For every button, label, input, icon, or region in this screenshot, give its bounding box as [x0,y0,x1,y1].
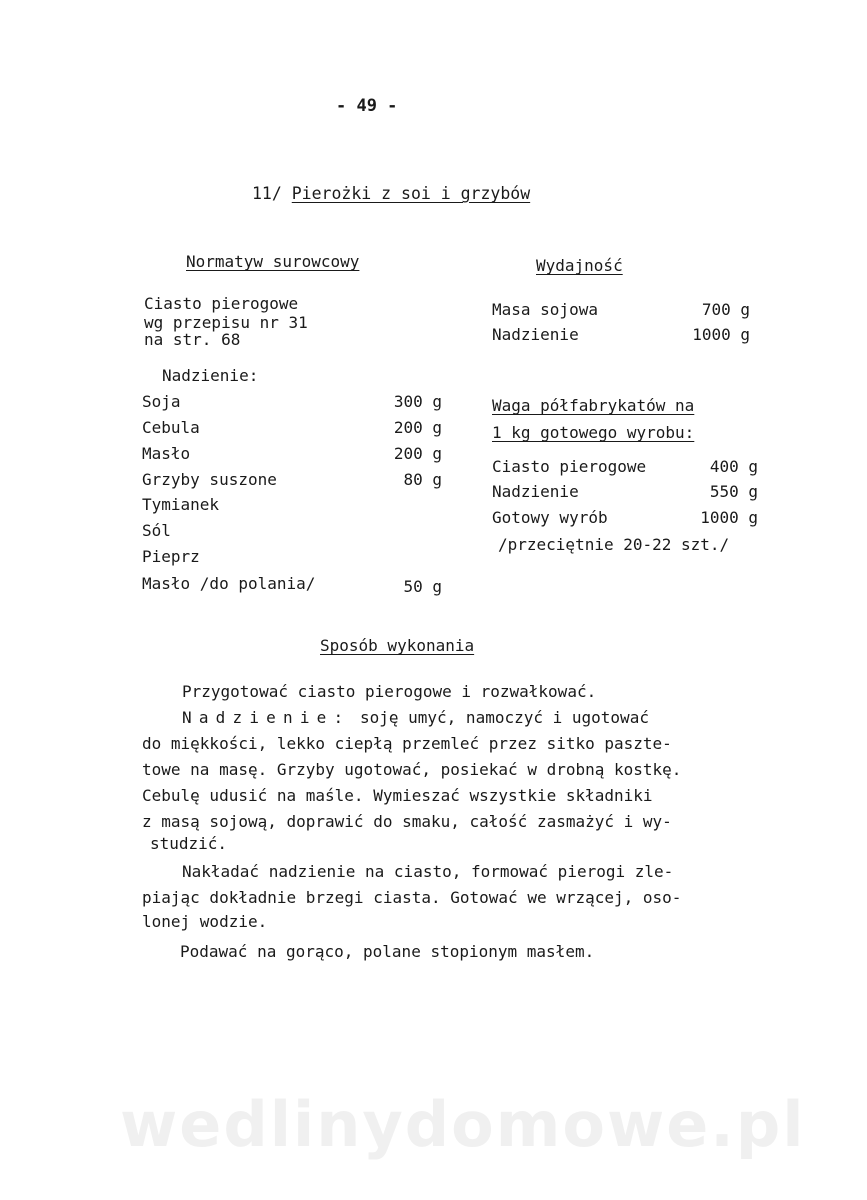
yield-qty: 700 g [701,300,750,319]
ingredient-row [142,444,442,463]
yield-header: Wydajność [536,256,623,275]
method-line: towe na masę. Grzyby ugotować, posiekać w drobną kostkę. [142,760,682,779]
ingredient-name: Cebula [142,418,200,437]
ingredient-qty: 50 g [403,577,442,596]
method-line: piając dokładnie brzegi ciasta. Gotować we wrzącej, oso- [142,888,682,907]
weights-qty: 1000 g [700,508,758,527]
method-line: Przygotować ciasto pierogowe i rozwałkować. [182,682,597,701]
recipe-title-row [252,184,530,203]
method-line: lonej wodzie. [142,912,268,931]
method-filling-label: Nadzienie: [182,708,351,727]
weights-row [492,508,758,527]
weights-row [492,482,758,501]
method-line-with-label [182,708,649,727]
page-number: - 49 - [336,96,398,116]
ingredient-row [142,392,442,411]
ingredient-name: Pieprz [142,547,200,566]
ingredient-row [142,574,442,596]
yield-row [492,300,750,319]
dough-line: na str. 68 [144,330,241,349]
ingredient-qty: 80 g [403,470,442,489]
ingredient-row [142,470,442,489]
weights-qty: 400 g [709,457,758,476]
dough-line: wg przepisu nr 31 [144,313,308,332]
weights-name: Nadzienie [492,482,579,501]
method-line: Nakładać nadzienie na ciasto, formować pierogi zle- [182,862,674,881]
ingredient-row [142,521,442,540]
filling-label: Nadzienie: [162,366,259,385]
watermark: wedlinydomowe.pl [120,1088,806,1161]
raw-materials-header: Normatyw surowcowy [186,252,360,271]
weights-name: Ciasto pierogowe [492,457,647,476]
ingredient-name: Soja [142,392,181,411]
ingredient-row [142,495,442,514]
method-line: studzić. [150,834,228,853]
ingredient-qty: 200 g [393,444,442,463]
ingredient-name: Sól [142,521,171,540]
weights-row [492,457,758,476]
method-header: Sposób wykonania [320,636,475,655]
method-line: Cebulę udusić na maśle. Wymieszać wszystkie składniki [142,786,653,805]
recipe-title: Pierożki z soi i grzybów [291,184,531,203]
ingredient-name: Tymianek [142,495,220,514]
method-line: do miękkości, lekko ciepłą przemleć przez sitko paszte- [142,734,672,753]
weights-header-line: 1 kg gotowego wyrobu: [492,423,695,442]
method-line: Podawać na gorąco, polane stopionym masłem. [180,942,595,961]
ingredient-row [142,418,442,437]
ingredient-name: Masło /do polania/ [142,574,316,593]
weights-note: /przeciętnie 20-22 szt./ [498,535,730,554]
yield-name: Nadzienie [492,325,579,344]
weights-header-line: Waga półfabrykatów na [492,396,695,415]
weights-qty: 550 g [709,482,758,501]
ingredient-qty: 300 g [393,392,442,411]
dough-line: Ciasto pierogowe [144,294,299,313]
recipe-number: 11/ [252,184,282,203]
yield-qty: 1000 g [692,325,750,344]
method-line: z masą sojową, doprawić do smaku, całość zasmażyć i wy- [142,812,672,831]
weights-name: Gotowy wyrób [492,508,608,527]
method-line: soję umyć, namoczyć i ugotować [359,708,649,727]
ingredient-name: Masło [142,444,191,463]
ingredient-row [142,547,442,566]
ingredient-name: Grzyby suszone [142,470,277,489]
yield-name: Masa sojowa [492,300,598,319]
ingredient-qty: 200 g [393,418,442,437]
yield-row [492,325,750,344]
